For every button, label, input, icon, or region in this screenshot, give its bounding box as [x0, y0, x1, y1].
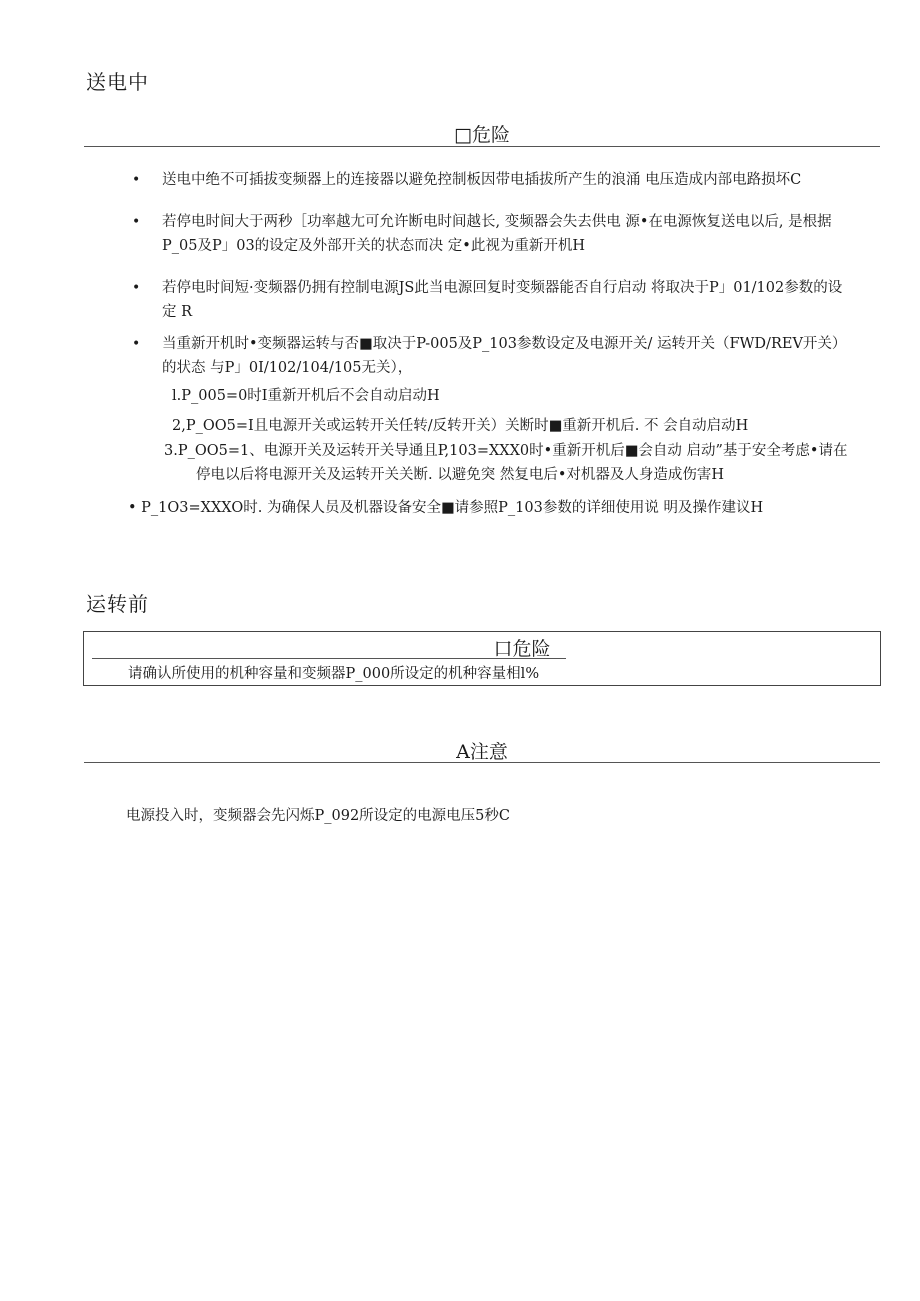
- bullet-text: 若停电时间短·变频器仍拥有控制电源JS此当电源回复时变频器能否自行启动 将取决于P」01/102参数的设: [162, 280, 843, 296]
- bullet-text-last: • P_1O3=XXXO时. 为确保人员及机器设备安全■请参照P_103参数的详细使用说 明及操作建议H: [128, 500, 764, 516]
- danger-box: [83, 631, 881, 686]
- caution-banner-title: A注意: [456, 741, 508, 763]
- bullet-text: 当重新开机时•变频器运转与否■取决于P-005及P_103参数设定及电源开关/ 运转开关（FWD/REV开关）: [162, 336, 847, 352]
- bullet-glyph: •: [132, 336, 141, 352]
- bullet-glyph: •: [132, 214, 141, 230]
- bullet-glyph: •: [132, 172, 141, 188]
- caution-divider: [84, 762, 880, 763]
- bullet-text: 定 R: [162, 304, 193, 320]
- caution-banner: [84, 737, 880, 764]
- sub-item: 3.P_OO5=1、电源开关及运转开关导通且P,103=XXX0时•重新开机后■会自动 启动”基于安全考虑•请在: [164, 443, 848, 459]
- bullet-text: 送电中绝不可插拔变频器上的连接器以避免控制板因带电插拔所产生的浪涌 电压造成内部电路损坏C: [162, 172, 802, 188]
- bullet-text: 的状态 与P」0I/102/104/105无关），: [162, 360, 413, 376]
- danger-box-title: 口危险: [493, 638, 551, 660]
- banner-divider: [84, 146, 880, 147]
- sub-item: l.P_005=0时I重新开机后不会自动启动H: [172, 388, 440, 404]
- bullet-glyph: •: [132, 280, 141, 296]
- sub-item: 2,P_OO5=I且电源开关或运转开关任转/反转开关）关断时■重新开机后. 不 会自动启动H: [172, 418, 749, 434]
- danger-banner: [84, 120, 880, 147]
- danger-box-divider: [92, 658, 566, 659]
- bullet-text: P_05及P」03的设定及外部开关的状态而决 定•此视为重新开机H: [162, 238, 585, 254]
- danger-box-text: 请确认所使用的机种容量和变频器P_000所设定的机种容量相l%: [128, 666, 540, 682]
- section-heading-power-on: 送电中: [86, 70, 149, 94]
- danger-banner-title: □危险: [454, 124, 510, 146]
- sub-item: 停电以后将电源开关及运转开关关断. 以避免突 然复电后•对机器及人身造成伤害H: [196, 467, 725, 483]
- caution-text: 电源投入时，变频器会先闪烁P_092所设定的电源电压5秒C: [126, 808, 511, 824]
- section-heading-before-run: 运转前: [86, 592, 149, 616]
- bullet-text: 若停电时间大于两秒［功率越尢可允许断电时间越长, 变频器会失去供电 源•在电源恢复送电以后, 是根据: [162, 214, 832, 230]
- danger-box-title-wrap: [84, 634, 880, 661]
